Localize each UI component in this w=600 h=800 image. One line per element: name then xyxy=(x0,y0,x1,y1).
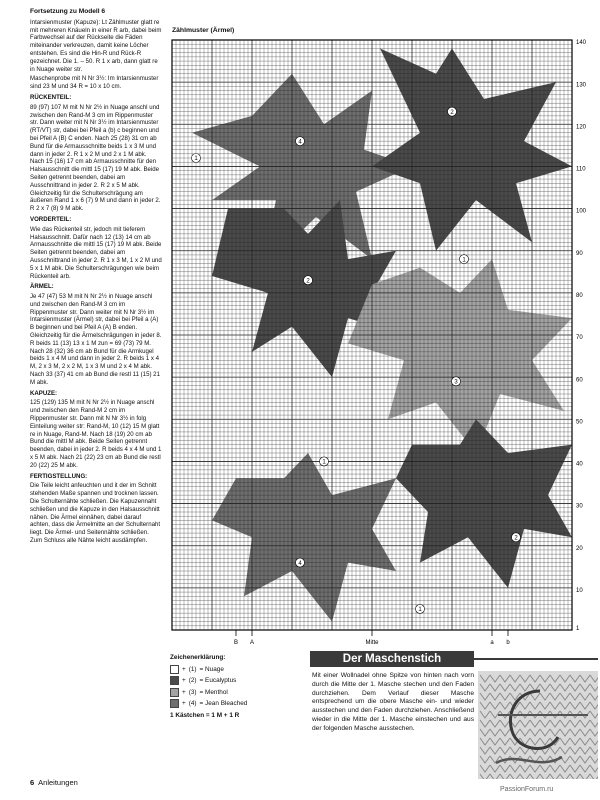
back-heading: RÜCKENTEIL: xyxy=(30,93,72,101)
legend-item xyxy=(170,675,305,687)
motif-number: 4 xyxy=(298,139,302,146)
row-label: 1 xyxy=(576,625,580,632)
front-heading: VORDERTEIL: xyxy=(30,215,72,223)
maschenstich-text: Mit einer Wollnadel ohne Spitze von hinten nach vorn durch die Mitte der 1. Masche stechen und den Faden durchziehen. Dem Verlauf dieser Masche entsprechend um die obere Masche ein- und wieder ausstechen und den Faden durchziehen. Anschließend wieder in die Mitte der 1. Masche einstechen und aus der folgenden Masche ausstechen. xyxy=(312,672,474,732)
legend-label: = Nuage xyxy=(199,665,224,673)
legend-item xyxy=(170,664,305,676)
legend-item xyxy=(170,698,305,710)
chart-title: Zählmuster (Ärmel) xyxy=(172,27,235,34)
legend-swatch xyxy=(170,699,179,708)
motif-number: 2 xyxy=(450,109,454,116)
row-label: 140 xyxy=(576,40,587,47)
row-label: 40 xyxy=(576,461,583,468)
legend-label: = Menthol xyxy=(199,688,228,696)
row-label: 30 xyxy=(576,503,583,510)
legend-footnote: 1 Kästchen = 1 M + 1 R xyxy=(170,711,240,719)
plus-sign: + xyxy=(182,677,186,684)
duplicate-stitch-illustration xyxy=(478,671,598,779)
legend-number: (2) xyxy=(188,677,197,684)
instructions-column xyxy=(30,8,162,547)
row-label: 80 xyxy=(576,292,583,299)
sleeve-heading: ÄRMEL: xyxy=(30,283,54,291)
finish-text: Die Teile leicht anfeuchten und it der im Schnitt stehenden Maße spannen und trocknen lassen. Die Schulternähte schließen. Die Kapuzennaht schließen und die Kapuze in den Halsausschnitt nähen. Die Ärmel einnähen, dabei darauf achten, dass die Ärmelmitte an der Schulternaht liegt. Die Ärmel- und Seitennähte schließen. Zum Schluss alle Nähte leicht ausdämpfen. xyxy=(30,482,161,544)
motif-number: 2 xyxy=(306,278,310,285)
motif-number: 3 xyxy=(454,379,458,386)
row-label: 20 xyxy=(576,545,583,552)
legend-number: (3) xyxy=(188,688,197,696)
motif-number: 1 xyxy=(194,156,198,163)
continuation-title: Fortsetzung zu Modell 6 xyxy=(30,8,106,15)
column-label: b xyxy=(506,640,510,646)
hood-heading: KAPUZE: xyxy=(30,389,58,397)
motif-number: 4 xyxy=(298,560,302,567)
intarsia-text: Intarsienmuster (Kapuze): Lt Zählmuster glatt re mit mehreren Knäueln in einer R arb, dabei beim Farbwechsel auf der Rückseite die Fäden miteinander verkreuzen, damit keine Löcher entstehen. Es sind die Hin-R und Rück-R gezeichnet. Die 1. – 50. R 1 x arb, dann glatt re in Nuage weiter str. xyxy=(30,18,162,73)
row-label: 50 xyxy=(576,419,583,426)
finish-heading: FERTIGSTELLUNG: xyxy=(30,472,88,480)
row-label: 100 xyxy=(576,208,587,215)
row-label: 110 xyxy=(576,166,586,173)
motif-number: 1 xyxy=(462,257,466,264)
row-label: 90 xyxy=(576,250,583,257)
legend-number: (1) xyxy=(188,665,197,673)
legend xyxy=(170,652,305,721)
column-label: Mitte xyxy=(365,640,379,646)
plus-sign: + xyxy=(182,688,186,696)
legend-swatch xyxy=(170,688,179,697)
row-label: 70 xyxy=(576,335,583,342)
page-footer xyxy=(30,778,78,787)
row-label: 10 xyxy=(576,587,583,594)
row-label: 120 xyxy=(576,124,587,131)
legend-label: = Jean Bleached xyxy=(199,700,248,707)
maschenstich-title: Der Maschenstich xyxy=(310,651,474,667)
column-label: a xyxy=(490,640,494,646)
column-label: A xyxy=(249,640,255,646)
section-name: Anleitungen xyxy=(38,778,78,787)
divider xyxy=(474,658,598,660)
sleeve-text: Je 47 (47) 53 M mit N Nr 2½ in Nuage anschl und zwischen den Rand-M 3 cm im Rippenmuster str. Dann weiter mit N Nr 3½ im Intarsienmuster (Ärmel) str, dabei bei Pfeil a (A) B beginnen und bei Pfeil A (A) B enden. Gleichzeitig für die Ärmelschrägungen in jeder 8. R beids 11 (13) 13 x 1 M zun = 69 (73) 79 M. Nach 28 (32) 36 cm ab Bund für die Armkugel beids 1 x 4 M und dann in jeder 2. R beids 1 x 4 M, 2 x 3 M, 2 x 2 M, 1 x 3 M und 2 x 4 M abk. Nach 33 (37) 41 cm ab Bund die restl 11 (15) 21 M abk. xyxy=(30,293,162,386)
row-label: 60 xyxy=(576,377,583,384)
front-text: Wie das Rückenteil str, jedoch mit tieferem Halsausschnitt. Dafür nach 12 (13) 14 cm ab Armausschnitte die mittl 15 (17) 19 M abk. Beide Seiten getrennt beenden, dabei am Ausschnittrand in jeder 2. R 1 x 3 M, 1 x 2 M und 5 x 1 M abk. Die Schulterschrägungen wie beim Rückenteil arb. xyxy=(30,225,162,280)
row-label: 130 xyxy=(576,82,587,89)
motif-number: 2 xyxy=(514,535,518,542)
legend-number: (4) xyxy=(188,700,197,707)
legend-swatch xyxy=(170,676,179,685)
back-text: 89 (97) 107 M mit N Nr 2½ in Nuage anschl und zwischen den Rand-M 3 cm im Rippenmuster str. Dann weiter mit N Nr 3½ im Intarsienmuster (RT/VT) str, dabei bei Pfeil a (b) c beginnen und bei Pfeil A (B) C enden. Nach 25 (28) 31 cm ab Bund für die Armausschnitte beids 1 x 3 M und dann in jeder 2. R 1 x 2 M und 2 x 1 M abk. Nach 15 (16) 17 cm ab Armausschnitte für den Halsausschnitt die mittl 15 (17) 19 M abk. Beide Seiten getrennt beenden, dabei am Ausschnittrand in jeder 2. R 2 x 5 M abk. Gleichzeitig für die Schulterschrägung am äußeren Rand 1 x 6 (7) 9 M und dann in jeder 2. R 2 x 7 (8) 9 M abk. xyxy=(30,103,161,213)
legend-title: Zeichenerklärung: xyxy=(170,654,226,661)
hood-text: 125 (129) 135 M mit N Nr 2½ in Nuage anschl und zwischen den Rand-M 2 cm im Rippenmuster str. Dann mit N Nr 3½ in folg Einteilung weiter str: Rand-M, 10 (12) 15 M glatt re in Nuage, Rand-M. Nach 18 (19) 20 cm ab Bund die mittl M abk. Beide Seiten getrennt beenden, dabei in jeder 2. R beids 4 x 4 M und 1 x 5 M abk. Nach 21 (22) 23 cm ab Bund die restl 20 (22) 25 M abk. xyxy=(30,399,162,469)
column-label: B xyxy=(233,640,239,646)
gauge-text: Maschenprobe mit N Nr 3½: Im Intarsienmuster sind 23 M und 34 R = 10 x 10 cm. xyxy=(30,75,159,91)
plus-sign: + xyxy=(182,700,186,707)
motif-number: 1 xyxy=(418,607,422,614)
legend-swatch xyxy=(170,665,179,674)
motif-number: 1 xyxy=(322,459,326,466)
legend-item xyxy=(170,687,305,699)
plus-sign: + xyxy=(182,665,186,673)
grid xyxy=(172,40,572,630)
watermark: PassionForum.ru xyxy=(500,786,554,793)
knitting-chart xyxy=(170,36,600,651)
page-number: 6 xyxy=(30,778,35,787)
legend-label: = Eucalyptus xyxy=(199,677,237,684)
